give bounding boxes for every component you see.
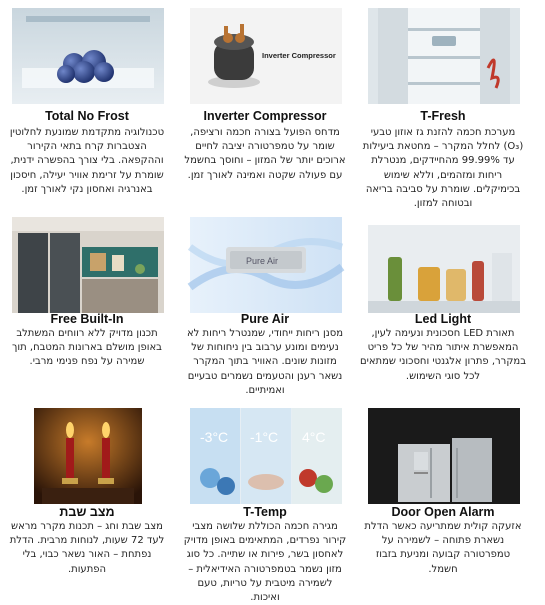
built-in-kitchen-image [12, 217, 164, 313]
compressor-image [190, 8, 342, 104]
led-shelf-image [368, 217, 520, 313]
feature-title: Total No Frost [45, 109, 129, 123]
temp-zone-1-label: -3°C [200, 429, 229, 445]
shabbat-candles-image [12, 408, 164, 504]
feature-card-total-no-frost [0, 0, 174, 200]
pure-air-image-label: Pure Air [246, 256, 279, 266]
blueberries-frost-image [12, 8, 164, 104]
feature-title: T-Fresh [420, 109, 466, 123]
feature-title: Inverter Compressor [203, 109, 327, 123]
feature-title: Free Built-In [50, 312, 124, 326]
feature-title: Pure Air [240, 312, 290, 326]
feature-card-inverter-compressor [178, 0, 352, 200]
temp-zone-3-label: 4°C [302, 429, 326, 445]
feature-description: תאורת LED חסכונית ונעימה לעין, המאפשרת איתור מהיר של כל פריט במקרר, פתרון אלגנטי וחסכוני שמתאים לכל סוגי השימוש. [360, 328, 526, 382]
feature-card-t-fresh [356, 0, 530, 210]
feature-title: Led Light [414, 312, 472, 326]
fridge-door-open-image [368, 408, 520, 504]
feature-description: אזעקה קולית שמתריעה כאשר הדלת נשארת פתוחה – לשמירה על טמפרטורה קבועה ומניעת בזבוז חשמל. [364, 521, 522, 575]
feature-title: Door Open Alarm [391, 505, 495, 519]
feature-description: מצב שבת וחג – תכנות מקרר מראש לעד 72 שעות, לנוחות מרבית. הדלת נפתחת – האור נשאר כבוי, בלי הפתעות. [9, 521, 165, 575]
feature-description: תכנון מדויק ללא רווחים המשתלב באופן מושלם בארונות המטבח, תוך שמירה על נפח פנימי מרבי. [12, 328, 162, 368]
feature-title: T-Temp [243, 505, 287, 519]
feature-title: מצב שבת [59, 505, 115, 519]
temperature-zones-image [190, 408, 342, 504]
feature-description: טכנולוגיה מתקדמת שמונעת לחלוטין הצטברות קרח בתאי הקירור וההקפאה. בלי צורך בהפשרה ידנית, שומרת על זרימת אוויר יעילה, חיסכון באנרגיה ואחסון נקי לאורך זמן. [9, 127, 165, 195]
feature-description: מדחס הפועל בצורה חכמה ורציפה, שומר על טמפרטורה יציבה לחיים ארוכים יותר של המזון – וחוסך בחשמל עם פעולה שקטה ואמינה לאורך זמן. [184, 127, 346, 181]
compressor-image-label: Inverter Compressor [262, 51, 336, 60]
fridge-interior-image [368, 8, 520, 104]
feature-description: מסנן ריחות ייחודי, שמנטרל ריחות לא נעימים ומונע ערבוב בין ניחוחות של מזונות שונים. האוויר בתוך המקרר נשאר רענן והטעמים נשמרים טבעיים ואמיתיים. [187, 328, 343, 396]
temp-zone-2-label: -1°C [250, 429, 279, 445]
feature-description: מגירה חכמה הכוללת שלושה מצבי קירור נפרדים, המתאימים באופן מדויק לאחסון בשר, פירות או שתייה. כל סוג מזון נשמר בטמפרטורה האידיאלית – לשמירה מיטבית על טריות, טעם ואיכות. [183, 521, 347, 604]
feature-description: מערכת חכמה להזנת גז אוזון טבעי (O₃) לחלל המקרר – מחטאת ביעילות עד 99.99% מהחיידקים, מנטרלת ריחות ומזהמים, וללא שימוש בכימיקלים. שומרת על סביבה בריאה ובטוחה למזון. [362, 127, 524, 210]
pure-air-image [190, 217, 342, 313]
